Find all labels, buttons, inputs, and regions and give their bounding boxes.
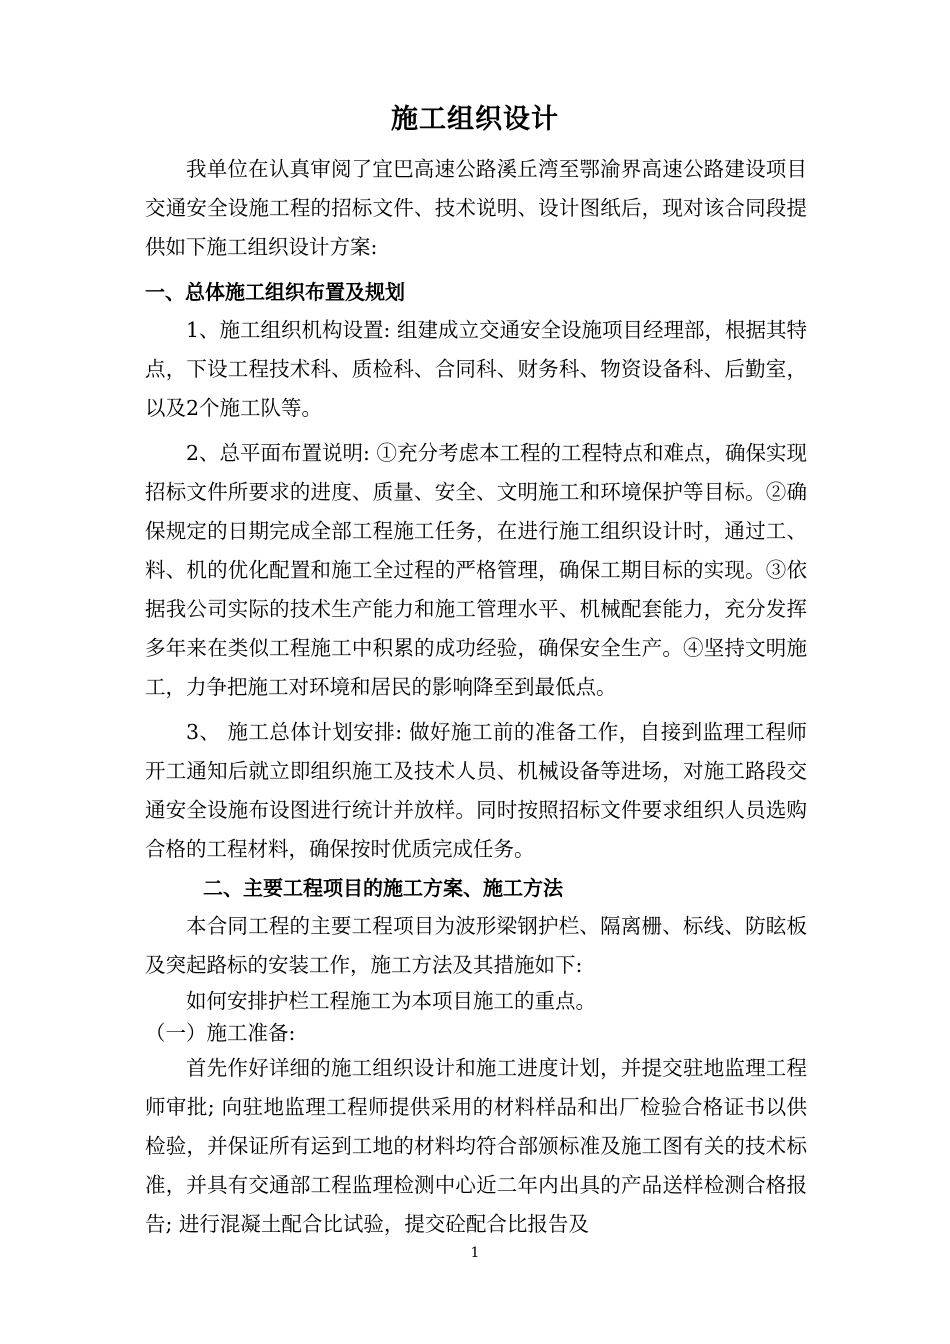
document-title: 施工组织设计 [391,104,559,135]
document-body [145,150,807,1244]
section-1-item-1: 1、施工组织机构设置: 组建成立交通安全设施项目经理部，根据其特点，下设工程技术科、质检科、合同科、财务科、物资设备科、后勤室，以及2个施工队等。 [145,318,807,420]
section-2-paragraph-3: 首先作好详细的施工组织设计和施工进度计划，并提交驻地监理工程师审批; 向驻地监理工程师提供采用的材料样品和出厂检验合格证书以供检验，并保证所有运到工地的材料均符合部颁标准及施工图有关的技术标准，并具有交通部工程监理检测中心近二年内出具的产品送样检测合格报告; 进行混凝土配合比试验，提交砼配合比报告及 [145,1056,807,1236]
section-1-item-2: 2、总平面布置说明: ①充分考虑本工程的工程特点和难点，确保实现招标文件所要求的进度、质量、安全、文明施工和环境保护等目标。②确保规定的日期完成全部工程施工任务，在进行施工组织设计时，通过工、料、机的优化配置和施工全过程的严格管理，确保工期目标的实现。③依据我公司实际的技术生产能力和施工管理水平、机械配套能力，充分发挥多年来在类似工程施工中积累的成功经验，确保安全生产。④坚持文明施工，力争把施工对环境和居民的影响降至到最低点。 [145,441,807,699]
section-2-paragraph-2: 如何安排护栏工程施工为本项目施工的重点。 [186,989,596,1013]
section-2-subheading: （一）施工准备: [145,1021,296,1045]
section-1-item-3: 3、 施工总体计划安排: 做好施工前的准备工作，自接到监理工程师开工通知后就立即组织施工及技术人员、机械设备等进场，对施工路段交通安全设施布设图进行统计并放样。同时按照招标文件要求组织人员选购合格的工程材料，确保按时优质完成任务。 [145,720,807,861]
page-number: 1 [470,1245,480,1261]
intro-paragraph: 我单位在认真审阅了宜巴高速公路溪丘湾至鄂渝界高速公路建设项目交通安全设施工程的招标文件、技术说明、设计图纸后，现对该合同段提供如下施工组织设计方案: [145,157,807,259]
section-2-paragraph-1: 本合同工程的主要工程项目为波形梁钢护栏、隔离栅、标线、防眩板及突起路标的安装工作，施工方法及其措施如下: [145,914,807,977]
section-1-heading: 一、总体施工组织布置及规划 [145,280,405,304]
section-2-heading: 二、主要工程项目的施工方案、施工方法 [203,876,563,900]
